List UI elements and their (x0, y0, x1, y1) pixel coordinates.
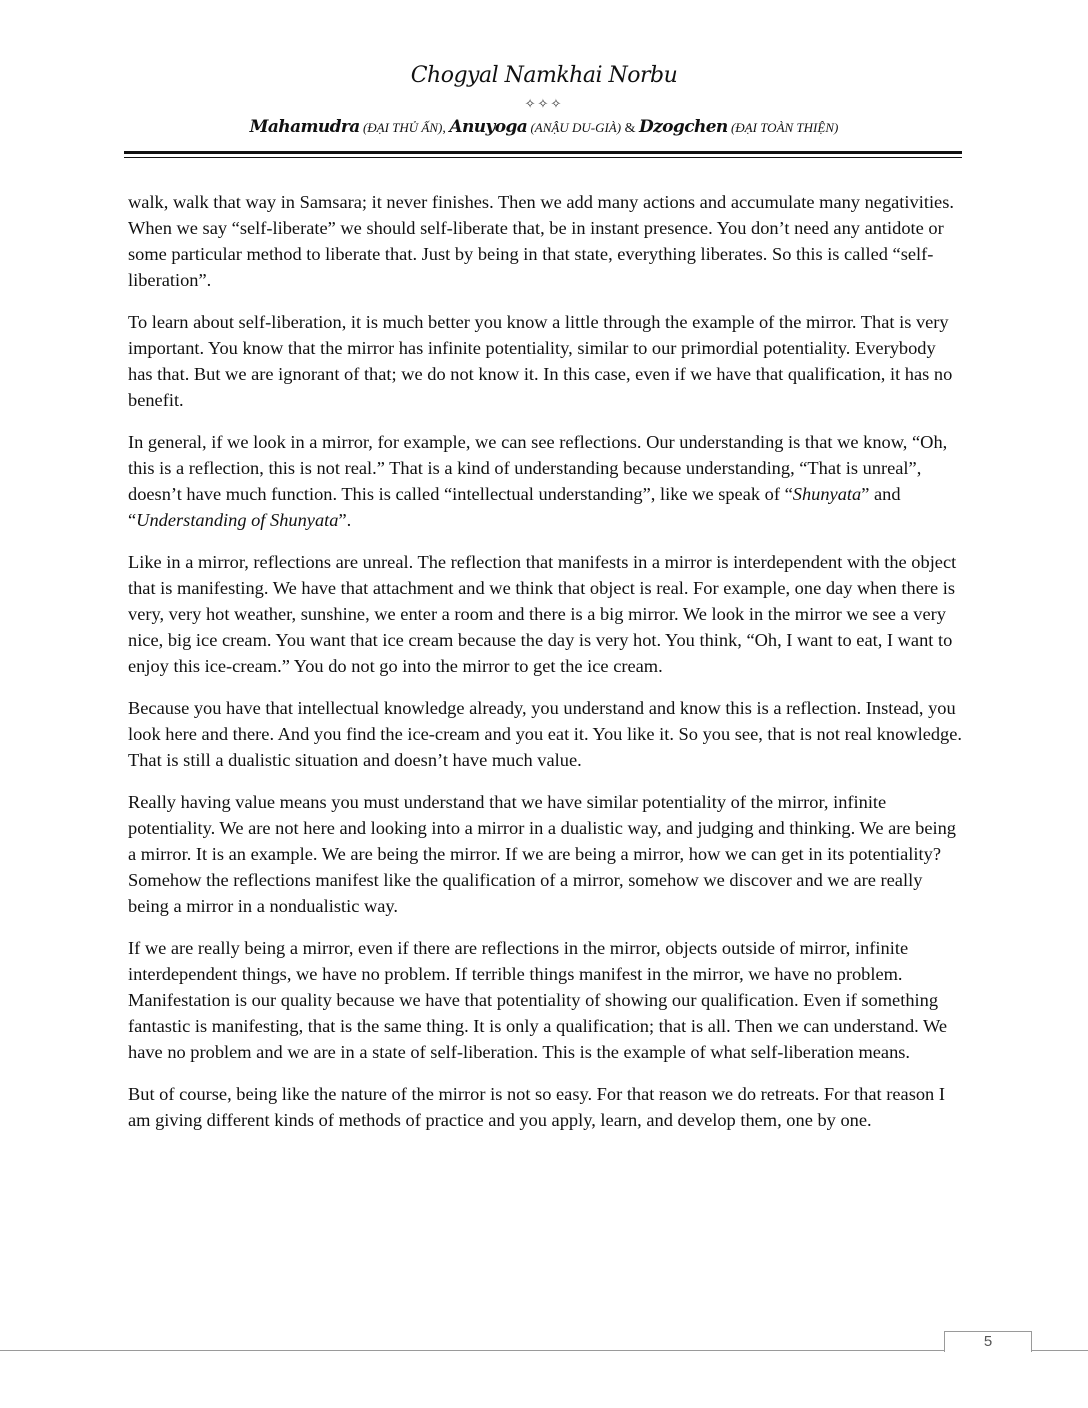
paragraph (128, 429, 964, 533)
subtitle-term-dzogchen: Dzogchen (638, 117, 728, 137)
paragraph: But of course, being like the nature of the mirror is not so easy. For that reason we do retreats. For that reason I am giving different kinds of methods of practice and you apply, learn, and develop them, one by one. (128, 1084, 945, 1130)
header-rule-thin (124, 157, 962, 158)
paragraph: To learn about self-liberation, it is much better you know a little through the example of the mirror. That is very important. You know that the mirror has infinite potentiality, similar to our primordial potentiality. Everybody has that. But we are ignorant of that; we do not know it. In this case, even if we have that qualification, it has no benefit. (128, 312, 953, 410)
paragraph: Like in a mirror, reflections are unreal. The reflection that manifests in a mirror is interdependent with the object that is manifesting. We have that attachment and we think that object is real. For example, one day when there is very, very hot weather, sunshine, we enter a room and there is a big mirror. We look in the mirror we see a very nice, big ice cream. You want that ice cream because the day is very hot. You think, “Oh, I want to eat, I want to enjoy this ice-cream.” You do not go into the mirror to get the ice cream. (128, 552, 957, 676)
subtitle-gloss-dzogchen: (ĐẠI TOÀN THIỆN) (727, 120, 839, 135)
page-number: 5 (983, 1333, 993, 1350)
footer-rule (0, 1350, 1088, 1351)
italic-term-understanding-of-shunyata: Understanding of Shunyata (136, 510, 339, 530)
body-text (128, 189, 964, 1149)
paragraph-text: ” and “ (128, 484, 901, 530)
paragraph: If we are really being a mirror, even if there are reflections in the mirror, objects outside of mirror, infinite interdependent things, we have no problem. If terrible things manifest in the mirror, we have no problem. Manifestation is our quality because we have that potentiality of showing our qualification. Even if something fantastic is manifesting, that is the same thing. It is only a qualification; that is all. Then we can understand. We have no problem and we are in a state of self-liberation. This is the example of what self-liberation means. (128, 938, 948, 1062)
header-rule-thick (124, 151, 962, 154)
paragraph-text: ”. (338, 510, 352, 530)
paragraph: Because you have that intellectual knowledge already, you understand and know this is a reflection. Instead, you look here and there. And you find the ice-cream and you eat it. You like it. So you see, that is not real knowledge. That is still a dualistic situation and doesn’t have much value. (128, 698, 963, 770)
subtitle-term-mahamudra: Mahamudra (249, 117, 360, 137)
subtitle-separator: , (442, 121, 450, 136)
header-subtitle (0, 114, 1088, 140)
paragraph: walk, walk that way in Samsara; it never finishes. Then we add many actions and accumulate many negativities. When we say “self-liberate” we should self-liberate that, be in instant presence. You don’t need any antidote or some particular method to liberate that. Just by being in that state, everything liberates. So this is called “self-liberation”. (128, 192, 954, 290)
subtitle-gloss-mahamudra: (ĐẠI THỦ ẤN) (359, 120, 443, 135)
subtitle-term-anuyoga: Anuyoga (449, 117, 528, 137)
subtitle-gloss-anuyoga: (ANẬU DU-GIÀ) (527, 120, 622, 135)
author-title: Chogyal Namkhai Norbu (410, 63, 678, 88)
paragraph: Really having value means you must understand that we have similar potentiality of the mirror, infinite potentiality. We are not here and looking into a mirror in a dualistic way, and judging and thinking. We are being a mirror. It is an example. We are being the mirror. If we are being a mirror, how we can get in its potentiality? Somehow the reflections manifest like the qualification of a mirror, somehow we discover and we are really being a mirror in a nondualistic way. (128, 792, 956, 916)
header-ornament: ✧✧✧ (524, 96, 564, 111)
subtitle-separator: & (621, 121, 639, 136)
page-header (0, 58, 1088, 140)
paragraph-text: In general, if we look in a mirror, for example, we can see reflections. Our understanding is that we know, “Oh, this is a reflection, this is not real.” That is a kind of understanding because understanding, “That is unreal”, doesn’t have much function. This is called “intellectual understanding”, like we speak of “ (128, 432, 948, 504)
italic-term-shunyata: Shunyata (792, 484, 862, 504)
